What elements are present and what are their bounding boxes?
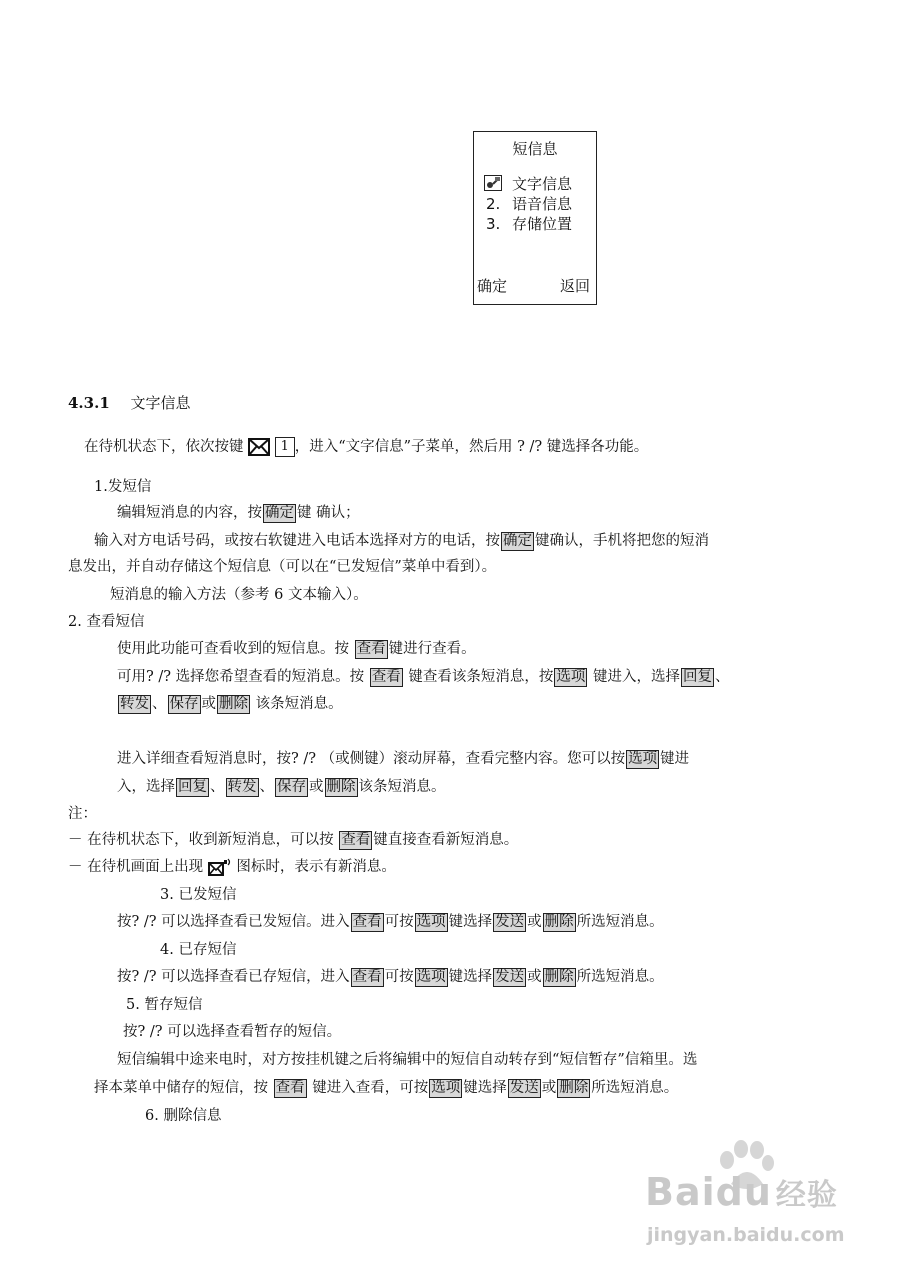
text: 键确认，手机将把您的短消: [535, 533, 709, 549]
text: 键选择: [448, 914, 493, 930]
watermark-cn: 经验: [775, 1178, 838, 1213]
reply-key: 回复: [178, 779, 207, 795]
send-key: 发送: [509, 1080, 539, 1096]
text: 使用此功能可查看收到的短信息。按: [117, 641, 354, 657]
text: 、: [259, 779, 274, 795]
text: 或: [309, 779, 324, 795]
text: 或: [527, 914, 542, 930]
options-key: 选项: [628, 751, 658, 767]
intro-line: [84, 437, 648, 457]
confirm-key: 确定: [265, 505, 294, 521]
watermark-url: jingyan.baidu.com: [647, 1224, 845, 1246]
text: 该条短消息。: [251, 696, 343, 712]
note-line-1: [68, 830, 518, 850]
text: 可按: [384, 914, 414, 930]
options-key: 选项: [416, 969, 446, 985]
phone-screen: [473, 131, 597, 305]
text: 所选短消息。: [576, 969, 664, 985]
text: 键查看该条短消息，按: [403, 669, 554, 685]
forward-key: 转发: [227, 779, 257, 795]
send-line-2: [94, 531, 709, 551]
delete-key: 删除: [544, 969, 574, 985]
delete-key: 删除: [326, 779, 356, 795]
saved-heading: 4. 已存短信: [160, 942, 237, 958]
text: 键进: [660, 751, 690, 767]
phone-title: 短信息: [512, 140, 558, 158]
text: 图标时，表示有新消息。: [231, 859, 396, 875]
section-title: 文字信息: [130, 394, 191, 412]
text: 键进入查看，可按: [307, 1080, 429, 1096]
text: 进入详细查看短消息时，按? /? （或侧键）滚动屏幕，查看完整内容。您可以按: [117, 751, 626, 767]
new-message-icon: [208, 858, 232, 876]
text: 或: [201, 696, 216, 712]
draft-line-3: [94, 1078, 678, 1098]
phone-menu-item-1[interactable]: [484, 174, 572, 194]
soft-key-left[interactable]: 确定: [477, 277, 508, 295]
watermark-brand: Baidu: [645, 1170, 772, 1214]
text: 所选短消息。: [591, 1080, 679, 1096]
text: 键 确认；: [297, 505, 360, 521]
send-heading: 1.发短信: [94, 479, 152, 495]
view-line-3: [117, 694, 343, 714]
send-line-3: 息发出，并自动存储这个短信息（可以在“已发短信”菜单中看到）。: [68, 559, 497, 575]
options-key: 选项: [431, 1080, 461, 1096]
sent-line: [117, 912, 664, 932]
view-key: 查看: [356, 641, 386, 657]
view-key: 查看: [371, 669, 401, 685]
delete-key: 删除: [544, 914, 574, 930]
saved-line: [117, 967, 664, 987]
view-key: 查看: [275, 1080, 305, 1096]
text: 键进行查看。: [388, 641, 476, 657]
delete-key: 删除: [559, 1080, 589, 1096]
phone-menu-label: 文字信息: [512, 175, 573, 193]
soft-key-right[interactable]: 返回: [559, 277, 590, 295]
text: 、: [714, 669, 730, 685]
view-line-1: [117, 639, 476, 659]
delete-key: 删除: [219, 696, 248, 712]
phone-menu-item-3[interactable]: [484, 214, 572, 234]
view-line-4: [117, 749, 689, 769]
text: 所选短消息。: [576, 914, 664, 930]
draft-line-2: 短信编辑中途来电时，对方按挂机键之后将编辑中的短信自动转存到“短信暂存”信箱里。选: [117, 1052, 698, 1068]
text: 或: [541, 1080, 557, 1096]
text: 键选择: [448, 969, 493, 985]
section-heading: [68, 392, 191, 413]
text: 、: [152, 696, 167, 712]
send-line-4: 短消息的输入方法（参考 6 文本输入）。: [110, 587, 368, 603]
text: 入，选择: [117, 779, 175, 795]
text: 输入对方电话号码，或按右软键进入电话本选择对方的电话，按: [94, 533, 500, 549]
confirm-key: 确定: [503, 533, 532, 549]
send-key: 发送: [495, 969, 525, 985]
phone-menu-number: 3.: [486, 215, 501, 233]
text: 该条短消息。: [358, 779, 446, 795]
text: 可用? /? 选择您希望查看的短消息。按: [117, 669, 369, 685]
options-key: 选项: [416, 914, 446, 930]
forward-key: 转发: [120, 696, 149, 712]
text: 键直接查看新短消息。: [373, 832, 519, 848]
view-line-2: [117, 667, 729, 687]
intro-text-2: ，进入“文字信息”子菜单，然后用 ? /? 键选择各功能。: [294, 439, 649, 455]
sent-heading: 3. 已发短信: [160, 887, 237, 903]
save-key: 保存: [169, 696, 199, 712]
text: 择本菜单中储存的短信，按: [94, 1080, 273, 1096]
view-heading: 2. 查看短信: [68, 614, 145, 630]
draft-heading: 5. 暂存短信: [126, 997, 203, 1013]
draft-line-1: 按? /? 可以选择查看暂存的短信。: [123, 1024, 342, 1040]
view-key: 查看: [341, 832, 371, 848]
text: － 在待机画面上出现: [68, 859, 208, 875]
note-label: 注：: [68, 806, 97, 822]
save-key: 保存: [277, 779, 306, 795]
reply-key: 回复: [682, 669, 712, 685]
envelope-key-icon: [248, 438, 270, 456]
phone-menu-number: 2.: [486, 195, 501, 213]
view-key: 查看: [352, 914, 382, 930]
intro-text-1: 在待机状态下，依次按键: [84, 439, 244, 455]
key-1-box: 1: [275, 437, 295, 457]
text: 按? /? 可以选择查看已存短信，进入: [117, 969, 350, 985]
delete-heading: 6. 删除信息: [145, 1108, 222, 1124]
send-key: 发送: [495, 914, 525, 930]
text: 按? /? 可以选择查看已发短信。进入: [117, 914, 350, 930]
text: 编辑短消息的内容，按: [117, 505, 262, 521]
phone-menu-label: 语音信息: [512, 195, 573, 213]
phone-menu-item-2[interactable]: [484, 194, 572, 214]
baidu-watermark: [645, 1140, 865, 1260]
section-number: 4.3.1: [68, 394, 110, 412]
text: － 在待机状态下，收到新短消息，可以按: [68, 832, 339, 848]
text: 键选择: [463, 1080, 507, 1096]
message-icon: [484, 175, 502, 191]
options-key: 选项: [556, 669, 586, 685]
view-line-5: [117, 777, 446, 797]
note-line-2: [68, 857, 396, 877]
send-line-1: [117, 503, 360, 523]
text: 或: [527, 969, 542, 985]
text: 可按: [384, 969, 414, 985]
text: 键进入，选择: [588, 669, 680, 685]
phone-menu-label: 存储位置: [512, 215, 573, 233]
text: 、: [210, 779, 225, 795]
view-key: 查看: [352, 969, 382, 985]
